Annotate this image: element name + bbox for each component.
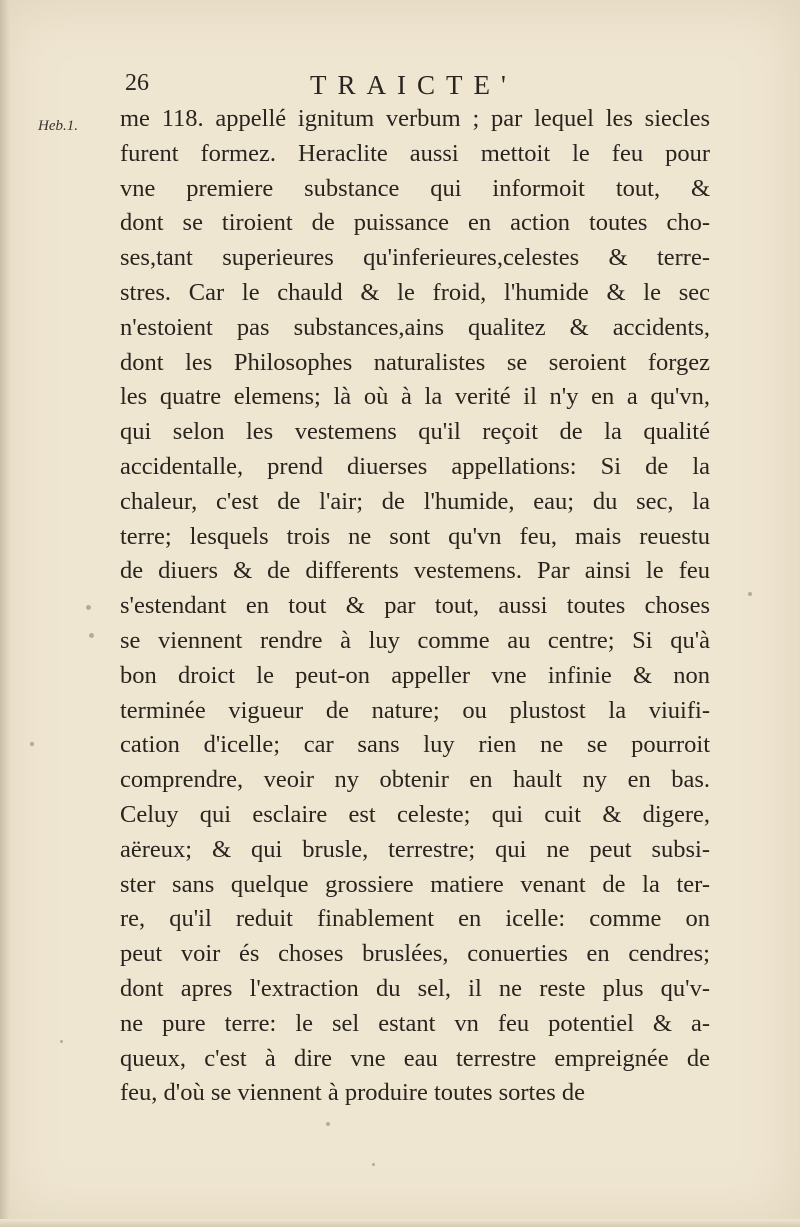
text-line: me 118. appellé ignitum verbum ; par lequel les siecles <box>120 105 710 132</box>
page-header <box>125 70 685 106</box>
text-line: dont se tiroient de puissance en action toutes cho- <box>120 209 710 237</box>
text-line: s'estendant en tout & par tout, aussi toutes choses <box>120 592 710 620</box>
text-line: qui selon les vestemens qu'il reçoit de la qualité <box>120 418 710 446</box>
paper-speck <box>60 1040 63 1043</box>
paper-speck <box>30 742 34 746</box>
text-line: chaleur, c'est de l'air; de l'humide, eau; du sec, la <box>120 487 710 515</box>
paper-speck <box>372 1163 375 1166</box>
text-line: ses,tant superieures qu'inferieures,celestes & terre- <box>120 244 710 272</box>
body-text <box>120 102 710 1111</box>
text-line: peut voir és choses bruslées, conuerties en cendres; <box>120 940 710 968</box>
text-line: n'estoient pas substances,ains qualitez & accidents, <box>120 313 710 341</box>
paper-speck <box>89 633 94 638</box>
text-line: de diuers & de differents vestemens. Par ainsi le feu <box>120 557 710 585</box>
paper-speck <box>326 1122 330 1126</box>
text-line: feu, d'où se viennent à produire toutes sortes de <box>120 1079 586 1107</box>
text-line: bon droict le peut-on appeller vne infinie & non <box>120 661 710 689</box>
paper-speck <box>748 592 752 596</box>
text-line: dont apres l'extraction du sel, il ne reste plus qu'v- <box>120 974 710 1002</box>
text-line: re, qu'il reduit finablement en icelle: comme on <box>120 905 710 933</box>
page-edge-bottom <box>0 1219 800 1227</box>
text-line: furent formez. Heraclite aussi mettoit le feu pour <box>120 139 710 167</box>
running-head: TRAICTE' <box>310 70 517 100</box>
text-line: ne pure terre: le sel estant vn feu potentiel & a- <box>120 1009 710 1037</box>
text-line: terre; lesquels trois ne sont qu'vn feu, mais reuestu <box>120 522 710 550</box>
text-line: accidentalle, prend diuerses appellations: Si de la <box>120 452 710 480</box>
text-line: terminée vigueur de nature; ou plustost la viuifi- <box>120 696 710 724</box>
text-line: queux, c'est à dire vne eau terrestre empreignée de <box>120 1044 710 1072</box>
text-line: comprendre, veoir ny obtenir en hault ny en bas. <box>120 766 710 794</box>
text-line: aëreux; & qui brusle, terrestre; qui ne peut subsi- <box>120 835 710 863</box>
text-line: stres. Car le chauld & le froid, l'humide & le sec <box>120 278 710 306</box>
paper-speck <box>86 605 91 610</box>
margin-note: Heb.1. <box>38 118 78 134</box>
page-edge-left <box>0 0 10 1227</box>
text-line: Celuy qui esclaire est celeste; qui cuit & digere, <box>120 800 710 828</box>
page-number: 26 <box>125 70 149 96</box>
text-line: vne premiere substance qui informoit tout, & <box>120 174 710 202</box>
text-line: les quatre elemens; là où à la verité il n'y en a qu'vn, <box>120 383 710 411</box>
text-line: dont les Philosophes naturalistes se seroient forgez <box>120 348 710 376</box>
text-line: cation d'icelle; car sans luy rien ne se pourroit <box>120 731 710 759</box>
text-line: ster sans quelque grossiere matiere venant de la ter- <box>120 870 710 898</box>
text-line: se viennent rendre à luy comme au centre; Si qu'à <box>120 626 710 654</box>
